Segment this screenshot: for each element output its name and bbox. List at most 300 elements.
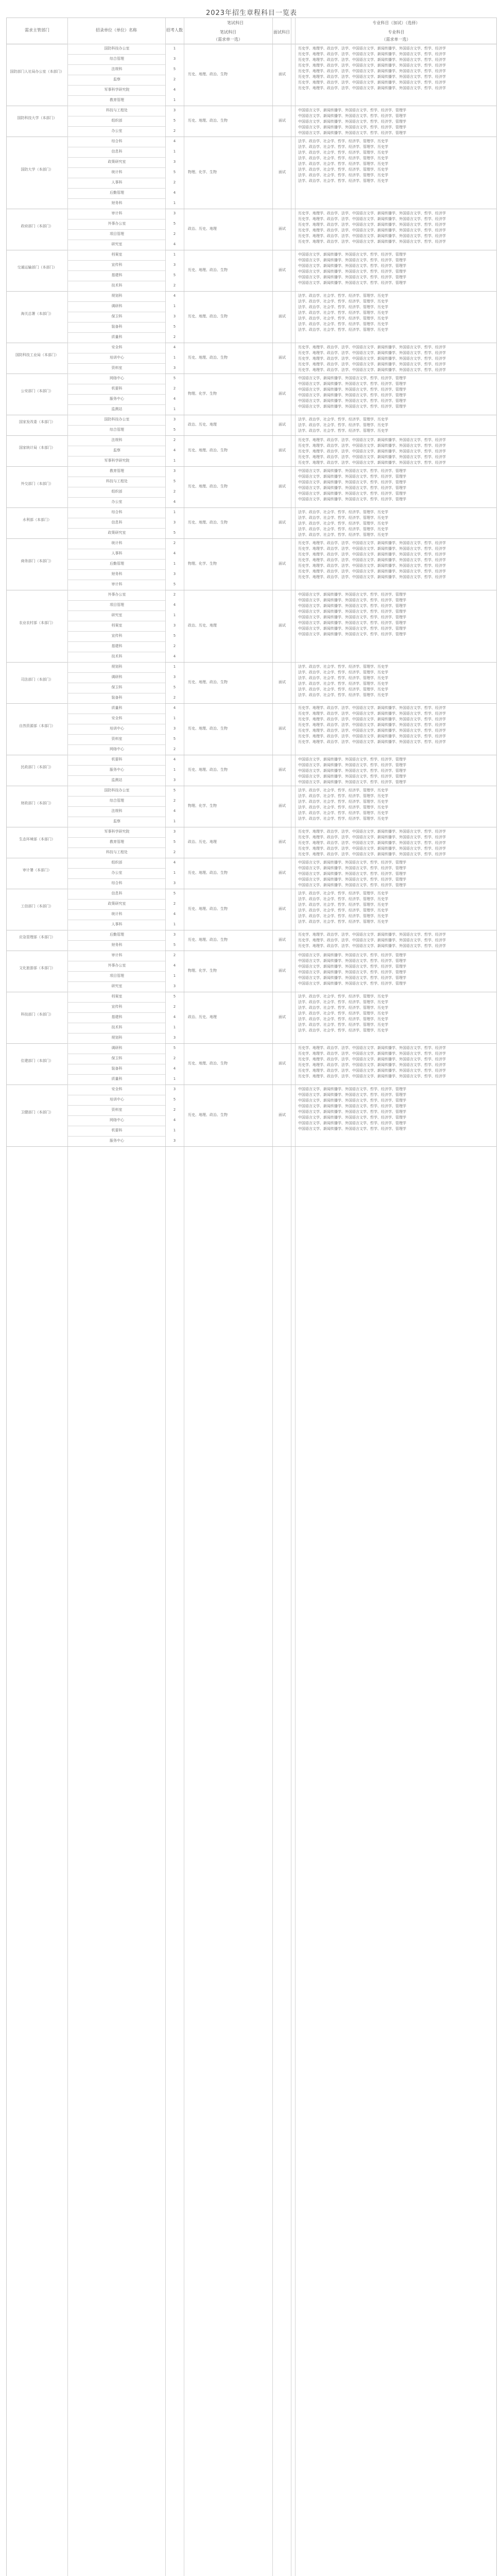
interview-label: 面试 <box>279 484 286 488</box>
row-divider <box>67 1074 165 1075</box>
unit-name: 基建科 <box>111 644 123 648</box>
unit-name: 教育管理 <box>110 840 124 844</box>
unit-count: 4 <box>173 294 176 298</box>
department-label: 国家发改委（本部门） <box>19 420 55 424</box>
row-divider <box>67 167 165 168</box>
unit-name: 人事科 <box>111 922 123 926</box>
row-divider <box>67 260 165 261</box>
unit-name: 机要科 <box>111 757 123 761</box>
unit-count: 5 <box>173 634 176 638</box>
extra-subjects: 中国语言文学、新闻传播学、外国语言文学、哲学、经济学、管理学 <box>298 883 406 887</box>
unit-count: 3 <box>173 984 176 988</box>
unit-count: 4 <box>173 397 176 401</box>
extra-subjects: 中国语言文学、新闻传播学、外国语言文学、哲学、经济学、管理学 <box>298 1087 406 1091</box>
row-divider <box>67 569 165 570</box>
unit-name: 宣传科 <box>111 263 123 267</box>
row-divider <box>67 775 165 776</box>
written-subjects: 历史、地理、政治、生物 <box>188 314 228 318</box>
unit-count: 3 <box>173 211 176 215</box>
extra-subjects: 法学、政治学、社会学、哲学、经济学、管理学、历史学 <box>298 800 388 804</box>
extra-subjects: 中国语言文学、新闻传播学、外国语言文学、哲学、经济学、管理学 <box>298 964 406 969</box>
unit-name: 研究室 <box>111 984 123 988</box>
department-label: 国防部门人社局办公室（本部门） <box>10 70 64 74</box>
unit-count: 4 <box>173 139 176 143</box>
unit-name: 外事办公室 <box>108 592 126 597</box>
interview-label: 面试 <box>279 562 286 566</box>
interview-label: 面试 <box>279 118 286 123</box>
unit-count: 3 <box>173 366 176 370</box>
unit-name: 后勤管理 <box>110 562 124 566</box>
unit-count: 2 <box>173 77 176 81</box>
unit-count: 1 <box>173 201 176 205</box>
header-count: 招考人数 <box>166 28 183 32</box>
extra-subjects: 中国语言文学、新闻传播学、外国语言文学、哲学、经济学、管理学 <box>298 269 406 274</box>
extra-subjects: 历史学、地理学、政治学、法学、中国语言文学、新闻传播学、外国语言文学、哲学、经济学 <box>298 345 446 349</box>
unit-name: 法规科 <box>111 438 123 442</box>
unit-count: 4 <box>173 757 176 761</box>
unit-count: 4 <box>173 88 176 92</box>
extra-subjects: 历史学、地理学、政治学、法学、中国语言文学、新闻传播学、外国语言文学、哲学、经济学 <box>298 558 446 562</box>
unit-count: 2 <box>173 747 176 751</box>
unit-count: 1 <box>173 562 176 566</box>
written-subjects: 历史、地理、政治、生物 <box>188 1061 228 1065</box>
extra-subjects: 中国语言文学、新闻传播学、外国语言文学、哲学、经济学、管理学 <box>298 632 406 636</box>
unit-name: 审计科 <box>111 953 123 957</box>
extra-subjects: 法学、政治学、社会学、哲学、经济学、管理学、历史学 <box>298 670 388 674</box>
unit-count: 1 <box>173 304 176 308</box>
unit-count: 1 <box>173 252 176 257</box>
unit-count: 2 <box>173 232 176 236</box>
extra-subjects: 中国语言文学、新闻传播学、外国语言文学、哲学、经济学、管理学 <box>298 480 406 484</box>
row-divider <box>67 641 165 642</box>
unit-count: 1 <box>173 459 176 463</box>
unit-name: 项目管理 <box>110 232 124 236</box>
written-subjects: 物理、化学、生物 <box>188 804 217 808</box>
unit-count: 5 <box>173 582 176 586</box>
unit-count: 5 <box>173 118 176 123</box>
unit-count: 1 <box>173 407 176 411</box>
interview-label: 面试 <box>279 72 286 76</box>
unit-count: 5 <box>173 376 176 380</box>
unit-count: 1 <box>173 974 176 978</box>
written-subjects: 政治、历史、地理 <box>188 227 217 231</box>
row-divider <box>67 631 165 632</box>
extra-subjects: 历史学、地理学、政治学、法学、中国语言文学、新闻传播学、外国语言文学、哲学、经济学 <box>298 368 446 372</box>
extra-subjects: 法学、政治学、社会学、哲学、经济学、管理学、历史学 <box>298 521 388 526</box>
unit-name: 人事科 <box>111 180 123 184</box>
extra-subjects: 历史学、地理学、政治学、法学、中国语言文学、新闻传播学、外国语言文学、哲学、经济学 <box>298 461 446 465</box>
extra-subjects: 中国语言文学、新闻传播学、外国语言文学、哲学、经济学、管理学 <box>298 598 406 602</box>
extra-subjects: 历史学、地理学、政治学、法学、中国语言文学、新闻传播学、外国语言文学、哲学、经济学 <box>298 455 446 459</box>
unit-count: 1 <box>173 149 176 154</box>
extra-subjects: 法学、政治学、社会学、哲学、经济学、管理学、历史学 <box>298 316 388 320</box>
row-divider <box>67 1084 165 1085</box>
extra-subjects: 历史学、地理学、政治学、法学、中国语言文学、新闻传播学、外国语言文学、哲学、经济学 <box>298 706 446 710</box>
row-divider <box>67 188 165 189</box>
extra-subjects: 中国语言文学、新闻传播学、外国语言文学、哲学、经济学、管理学 <box>298 469 406 473</box>
unit-name: 教育管理 <box>110 469 124 473</box>
unit-name: 国防科技办公室 <box>104 46 130 50</box>
unit-count: 5 <box>173 479 176 483</box>
unit-name: 后勤管理 <box>110 191 124 195</box>
extra-subjects: 中国语言文学、新闻传播学、外国语言文学、哲学、经济学、管理学 <box>298 114 406 118</box>
unit-count: 3 <box>173 623 176 628</box>
extra-subjects: 中国语言文学、新闻传播学、外国语言文学、哲学、经济学、管理学 <box>298 281 406 285</box>
extra-subjects: 中国语言文学、新闻传播学、外国语言文学、哲学、经济学、管理学 <box>298 621 406 625</box>
unit-count: 4 <box>173 242 176 246</box>
written-subjects: 历史、地理、政治、生物 <box>188 1113 228 1117</box>
unit-name: 信息科 <box>111 891 123 895</box>
unit-name: 国防科技办公室 <box>104 417 130 421</box>
extra-subjects: 历史学、地理学、政治学、法学、中国语言文学、新闻传播学、外国语言文学、哲学、经济学 <box>298 438 446 442</box>
extra-subjects: 中国语言文学、新闻传播学、外国语言文学、哲学、经济学、管理学 <box>298 404 406 409</box>
unit-count: 2 <box>173 644 176 648</box>
unit-name: 装备科 <box>111 1066 123 1071</box>
unit-count: 5 <box>173 325 176 329</box>
unit-name: 机要科 <box>111 1128 123 1132</box>
row-divider <box>67 528 165 529</box>
unit-count: 2 <box>173 541 176 545</box>
unit-name: 军事科学研究院 <box>104 88 130 92</box>
department-label: 公安部门（本部门） <box>21 389 54 393</box>
row-divider <box>67 744 165 745</box>
extra-subjects: 历史学、地理学、政治学、法学、中国语言文学、新闻传播学、外国语言文学、哲学、经济学 <box>298 734 446 738</box>
extra-subjects: 历史学、地理学、政治学、法学、中国语言文学、新闻传播学、外国语言文学、哲学、经济学 <box>298 357 446 361</box>
extra-subjects: 历史学、地理学、政治学、法学、中国语言文学、新闻传播学、外国语言文学、哲学、经济学 <box>298 223 446 227</box>
interview-label: 面试 <box>279 1113 286 1117</box>
interview-label: 面试 <box>279 227 286 231</box>
unit-count: 3 <box>173 520 176 524</box>
unit-count: 1 <box>173 819 176 823</box>
extra-subjects: 历史学、地理学、政治学、法学、中国语言文学、新闻传播学、外国语言文学、哲学、经济学 <box>298 46 446 50</box>
unit-name: 质量科 <box>111 335 123 339</box>
unit-count: 4 <box>173 448 176 452</box>
unit-name: 军事科学研究院 <box>104 829 130 834</box>
unit-name: 监察 <box>113 77 120 81</box>
unit-count: 4 <box>173 963 176 968</box>
extra-subjects: 历史学、地理学、政治学、法学、中国语言文学、新闻传播学、外国语言文学、哲学、经济学 <box>298 575 446 579</box>
unit-count: 2 <box>173 438 176 442</box>
extra-subjects: 历史学、地理学、政治学、法学、中国语言文学、新闻传播学、外国语言文学、哲学、经济学 <box>298 728 446 733</box>
unit-name: 装备科 <box>111 696 123 700</box>
unit-count: 3 <box>173 778 176 782</box>
interview-label: 面试 <box>279 804 286 808</box>
row-divider <box>67 1002 165 1003</box>
unit-count: 3 <box>173 726 176 731</box>
unit-name: 基建科 <box>111 1015 123 1019</box>
department-label: 外交部门（本部门） <box>21 482 54 486</box>
unit-count: 5 <box>173 685 176 689</box>
unit-count: 2 <box>173 1108 176 1112</box>
row-divider <box>67 466 165 467</box>
unit-name: 资料室 <box>111 366 123 370</box>
extra-subjects: 法学、政治学、社会学、哲学、经济学、管理学、历史学 <box>298 510 388 514</box>
department-label: 国防科技工业局（本部门） <box>15 353 59 357</box>
extra-subjects: 法学、政治学、社会学、哲学、经济学、管理学、历史学 <box>298 676 388 680</box>
header-interview: 面试科目 <box>273 30 290 35</box>
extra-subjects: 历史学、地理学、政治学、法学、中国语言文学、新闻传播学、外国语言文学、哲学、经济学 <box>298 449 446 453</box>
department-label: 交通运输部门（本部门） <box>17 265 57 269</box>
extra-subjects: 中国语言文学、新闻传播学、外国语言文学、哲学、经济学、管理学 <box>298 860 406 865</box>
extra-subjects: 历史学、地理学、政治学、法学、中国语言文学、新闻传播学、外国语言文学、哲学、经济学 <box>298 69 446 73</box>
unit-count: 5 <box>173 788 176 792</box>
unit-name: 技术科 <box>111 654 123 658</box>
extra-subjects: 历史学、地理学、政治学、法学、中国语言文学、新闻传播学、外国语言文学、哲学、经济学 <box>298 569 446 573</box>
department-label: 农业农村部（本部门） <box>19 621 55 625</box>
unit-name: 项目管理 <box>110 974 124 978</box>
unit-count: 5 <box>173 531 176 535</box>
row-divider <box>67 64 165 65</box>
unit-count: 5 <box>173 1097 176 1101</box>
unit-count: 4 <box>173 654 176 658</box>
extra-subjects: 中国语言文学、新闻传播学、外国语言文学、哲学、经济学、管理学 <box>298 108 406 112</box>
extra-subjects: 历史学、地理学、政治学、法学、中国语言文学、新闻传播学、外国语言文学、哲学、经济学 <box>298 829 446 834</box>
interview-label: 面试 <box>279 907 286 911</box>
unit-name: 军事科学研究院 <box>104 459 130 463</box>
extra-subjects: 中国语言文学、新闻传播学、外国语言文学、哲学、经济学、管理学 <box>298 866 406 870</box>
extra-subjects: 法学、政治学、社会学、哲学、经济学、管理学、历史学 <box>298 903 388 907</box>
written-subjects: 历史、地理、政治、生物 <box>188 520 228 524</box>
written-subjects: 政治、历史、地理 <box>188 623 217 628</box>
interview-label: 面试 <box>279 520 286 524</box>
unit-count: 4 <box>173 551 176 555</box>
extra-subjects: 中国语言文学、新闻传播学、外国语言文学、哲学、经济学、管理学 <box>298 1115 406 1120</box>
row-divider <box>67 425 165 426</box>
department-label: 商务部门（本部门） <box>21 559 54 563</box>
unit-name: 研究室 <box>111 242 123 246</box>
extra-subjects: 中国语言文学、新闻传播学、外国语言文学、哲学、经济学、管理学 <box>298 763 406 767</box>
extra-subjects: 历史学、地理学、政治学、法学、中国语言文学、新闻传播学、外国语言文学、哲学、经济学 <box>298 564 446 568</box>
unit-count: 2 <box>173 489 176 494</box>
extra-subjects: 法学、政治学、社会学、哲学、经济学、管理学、历史学 <box>298 322 388 326</box>
row-divider <box>67 301 165 302</box>
unit-count: 2 <box>173 953 176 957</box>
row-divider <box>67 600 165 601</box>
extra-subjects: 法学、政治学、社会学、哲学、经济学、管理学、历史学 <box>298 891 388 895</box>
extra-subjects: 历史学、地理学、政治学、法学、中国语言文学、新闻传播学、外国语言文学、哲学、经济学 <box>298 362 446 366</box>
row-divider <box>67 54 165 55</box>
extra-subjects: 中国语言文学、新闻传播学、外国语言文学、哲学、经济学、管理学 <box>298 769 406 773</box>
unit-count: 5 <box>173 737 176 741</box>
extra-subjects: 法学、政治学、社会学、哲学、经济学、管理学、历史学 <box>298 1006 388 1010</box>
unit-count: 3 <box>173 57 176 61</box>
extra-subjects: 历史学、地理学、政治学、法学、中国语言文学、新闻传播学、外国语言文学、哲学、经济学 <box>298 1057 446 1061</box>
extra-subjects: 历史学、地理学、政治学、法学、中国语言文学、新闻传播学、外国语言文学、哲学、经济学 <box>298 58 446 62</box>
written-subjects: 历史、地理、政治、生物 <box>188 268 228 272</box>
unit-count: 5 <box>173 428 176 432</box>
row-divider <box>67 394 165 395</box>
department-label: 审计署（本部门） <box>23 868 51 872</box>
unit-count: 5 <box>173 170 176 174</box>
unit-name: 档案室 <box>111 623 123 628</box>
unit-count: 1 <box>173 922 176 926</box>
row-divider <box>67 837 165 838</box>
extra-subjects: 历史学、地理学、政治学、法学、中国语言文学、新闻传播学、外国语言文学、哲学、经济学 <box>298 711 446 716</box>
unit-name: 调研科 <box>111 675 123 679</box>
extra-subjects: 法学、政治学、社会学、哲学、经济学、管理学、历史学 <box>298 994 388 998</box>
extra-subjects: 法学、政治学、社会学、哲学、经济学、管理学、历史学 <box>298 533 388 537</box>
written-subjects: 历史、地理、政治、生物 <box>188 484 228 488</box>
unit-name: 综合科 <box>111 881 123 885</box>
department-label: 国防大学（本部门） <box>21 167 54 172</box>
extra-subjects: 中国语言文学、新闻传播学、外国语言文学、哲学、经济学、管理学 <box>298 120 406 124</box>
unit-count: 3 <box>173 314 176 318</box>
unit-count: 1 <box>173 871 176 875</box>
unit-count: 4 <box>173 500 176 504</box>
extra-subjects: 历史学、地理学、政治学、法学、中国语言文学、新闻传播学、外国语言文学、哲学、经济学 <box>298 217 446 221</box>
unit-name: 科技与工程处 <box>106 479 128 483</box>
unit-name: 机要科 <box>111 386 123 391</box>
unit-count: 2 <box>173 180 176 184</box>
unit-count: 4 <box>173 809 176 813</box>
unit-name: 人事科 <box>111 551 123 555</box>
extra-subjects: 中国语言文学、新闻传播学、外国语言文学、哲学、经济学、管理学 <box>298 387 406 392</box>
extra-subjects: 历史学、地理学、政治学、法学、中国语言文学、新闻传播学、外国语言文学、哲学、经济学 <box>298 933 446 937</box>
extra-subjects: 中国语言文学、新闻传播学、外国语言文学、哲学、经济学、管理学 <box>298 275 406 279</box>
extra-subjects: 历史学、地理学、政治学、法学、中国语言文学、新闻传播学、外国语言文学、哲学、经济学 <box>298 351 446 355</box>
written-subjects: 政治、历史、地理 <box>188 1015 217 1019</box>
extra-subjects: 法学、政治学、社会学、哲学、经济学、管理学、历史学 <box>298 527 388 531</box>
header-extra-note: （需求单一选） <box>381 37 411 42</box>
extra-subjects: 历史学、地理学、政治学、法学、中国语言文学、新闻传播学、外国语言文学、哲学、经济学 <box>298 1074 446 1078</box>
extra-subjects: 法学、政治学、社会学、哲学、经济学、管理学、历史学 <box>298 162 388 166</box>
unit-name: 宣传科 <box>111 1005 123 1009</box>
extra-subjects: 中国语言文学、新闻传播学、外国语言文学、哲学、经济学、管理学 <box>298 125 406 129</box>
interview-label: 面试 <box>279 1061 286 1065</box>
unit-name: 服务中心 <box>110 768 124 772</box>
extra-subjects: 法学、政治学、社会学、哲学、经济学、管理学、历史学 <box>298 311 388 315</box>
unit-name: 培训中心 <box>110 726 124 731</box>
extra-subjects: 中国语言文学、新闻传播学、外国语言文学、哲学、经济学、管理学 <box>298 877 406 882</box>
extra-subjects: 法学、政治学、社会学、哲学、经济学、管理学、历史学 <box>298 1011 388 1015</box>
unit-count: 3 <box>173 829 176 834</box>
written-subjects: 历史、地理、政治、生物 <box>188 118 228 123</box>
unit-count: 3 <box>173 572 176 576</box>
interview-label: 面试 <box>279 1015 286 1019</box>
row-divider <box>67 765 165 766</box>
unit-count: 2 <box>173 902 176 906</box>
unit-count: 3 <box>173 933 176 937</box>
unit-name: 统计科 <box>111 170 123 174</box>
unit-name: 财务科 <box>111 572 123 576</box>
unit-count: 3 <box>173 1139 176 1143</box>
unit-name: 监察 <box>113 819 120 823</box>
extra-subjects: 中国语言文学、新闻传播学、外国语言文学、哲学、经济学、管理学 <box>298 376 406 380</box>
extra-subjects: 法学、政治学、社会学、哲学、经济学、管理学、历史学 <box>298 1000 388 1004</box>
extra-subjects: 中国语言文学、新闻传播学、外国语言文学、哲学、经济学、管理学 <box>298 953 406 957</box>
extra-subjects: 法学、政治学、社会学、哲学、经济学、管理学、历史学 <box>298 1023 388 1027</box>
unit-count: 2 <box>173 592 176 597</box>
unit-name: 保卫科 <box>111 1056 123 1060</box>
unit-name: 网络中心 <box>110 376 124 380</box>
unit-name: 服务中心 <box>110 397 124 401</box>
unit-name: 办公室 <box>111 129 123 133</box>
unit-count: 4 <box>173 191 176 195</box>
row-divider <box>67 703 165 704</box>
row-divider <box>67 538 165 539</box>
unit-name: 审计科 <box>111 211 123 215</box>
unit-name: 资料室 <box>111 737 123 741</box>
extra-subjects: 法学、政治学、社会学、哲学、经济学、管理学、历史学 <box>298 173 388 177</box>
row-divider <box>67 198 165 199</box>
extra-subjects: 中国语言文学、新闻传播学、外国语言文学、哲学、经济学、管理学 <box>298 497 406 501</box>
extra-subjects: 中国语言文学、新闻传播学、外国语言文学、哲学、经济学、管理学 <box>298 1093 406 1097</box>
extra-subjects: 中国语言文学、新闻传播学、外国语言文学、哲学、经济学、管理学 <box>298 393 406 397</box>
extra-subjects: 法学、政治学、社会学、哲学、经济学、管理学、历史学 <box>298 1028 388 1032</box>
unit-name: 法规科 <box>111 809 123 813</box>
interview-label: 面试 <box>279 448 286 452</box>
row-divider <box>67 497 165 498</box>
written-subjects: 历史、地理、政治、生物 <box>188 72 228 76</box>
unit-name: 基建科 <box>111 273 123 277</box>
extra-subjects: 中国语言文学、新闻传播学、外国语言文学、哲学、经济学、管理学 <box>298 486 406 490</box>
department-label: 财政部门（本部门） <box>21 801 54 805</box>
extra-subjects: 法学、政治学、社会学、哲学、经济学、管理学、历史学 <box>298 150 388 155</box>
row-divider <box>67 270 165 271</box>
row-divider <box>67 126 165 127</box>
column-divider <box>67 18 68 2576</box>
unit-name: 政策研究室 <box>108 902 126 906</box>
interview-label: 面试 <box>279 871 286 875</box>
unit-name: 外事办公室 <box>108 963 126 968</box>
unit-name: 财务科 <box>111 943 123 947</box>
department-label: 工信部门（本部门） <box>21 904 54 908</box>
unit-name: 监测站 <box>111 778 123 782</box>
row-divider <box>67 95 165 96</box>
unit-count: 2 <box>173 129 176 133</box>
unit-name: 外事办公室 <box>108 222 126 226</box>
written-subjects: 物理、化学、生物 <box>188 562 217 566</box>
interview-label: 面试 <box>279 623 286 628</box>
row-divider <box>67 662 165 663</box>
interview-label: 面试 <box>279 170 286 174</box>
unit-name: 综合管理 <box>110 57 124 61</box>
extra-subjects: 法学、政治学、社会学、哲学、经济学、管理学、历史学 <box>298 1017 388 1021</box>
row-divider <box>67 1136 165 1137</box>
row-divider <box>67 363 165 364</box>
extra-subjects: 历史学、地理学、政治学、法学、中国语言文学、新闻传播学、外国语言文学、哲学、经济学 <box>298 547 446 551</box>
extra-subjects: 中国语言文学、新闻传播学、外国语言文学、哲学、经济学、管理学 <box>298 264 406 268</box>
extra-subjects: 中国语言文学、新闻传播学、外国语言文学、哲学、经济学、管理学 <box>298 774 406 778</box>
extra-subjects: 历史学、地理学、政治学、法学、中国语言文学、新闻传播学、外国语言文学、哲学、经济学 <box>298 86 446 90</box>
extra-subjects: 历史学、地理学、政治学、法学、中国语言文学、新闻传播学、外国语言文学、哲学、经济学 <box>298 852 446 856</box>
department-label: 海关总署（本部门） <box>21 312 54 316</box>
unit-name: 综合科 <box>111 139 123 143</box>
unit-count: 1 <box>173 1025 176 1029</box>
unit-count: 2 <box>173 850 176 854</box>
interview-label: 面试 <box>279 969 286 973</box>
unit-name: 安全科 <box>111 716 123 720</box>
unit-name: 审计科 <box>111 582 123 586</box>
unit-name: 统计科 <box>111 912 123 916</box>
row-divider <box>67 85 165 86</box>
unit-count: 5 <box>173 840 176 844</box>
row-divider <box>67 435 165 436</box>
row-divider <box>67 981 165 982</box>
unit-name: 服务中心 <box>110 1139 124 1143</box>
unit-name: 保卫科 <box>111 314 123 318</box>
unit-count: 1 <box>173 355 176 360</box>
extra-subjects: 中国语言文学、新闻传播学、外国语言文学、哲学、经济学、管理学 <box>298 981 406 986</box>
interview-label: 面试 <box>279 422 286 427</box>
extra-subjects: 历史学、地理学、政治学、法学、中国语言文学、新闻传播学、外国语言文学、哲学、经济学 <box>298 938 446 942</box>
written-subjects: 物理、化学、生物 <box>188 969 217 973</box>
extra-subjects: 中国语言文学、新闻传播学、外国语言文学、哲学、经济学、管理学 <box>298 959 406 963</box>
unit-count: 4 <box>173 1066 176 1071</box>
row-divider <box>67 559 165 560</box>
unit-name: 后勤管理 <box>110 933 124 937</box>
extra-subjects: 法学、政治学、社会学、哲学、经济学、管理学、历史学 <box>298 665 388 669</box>
